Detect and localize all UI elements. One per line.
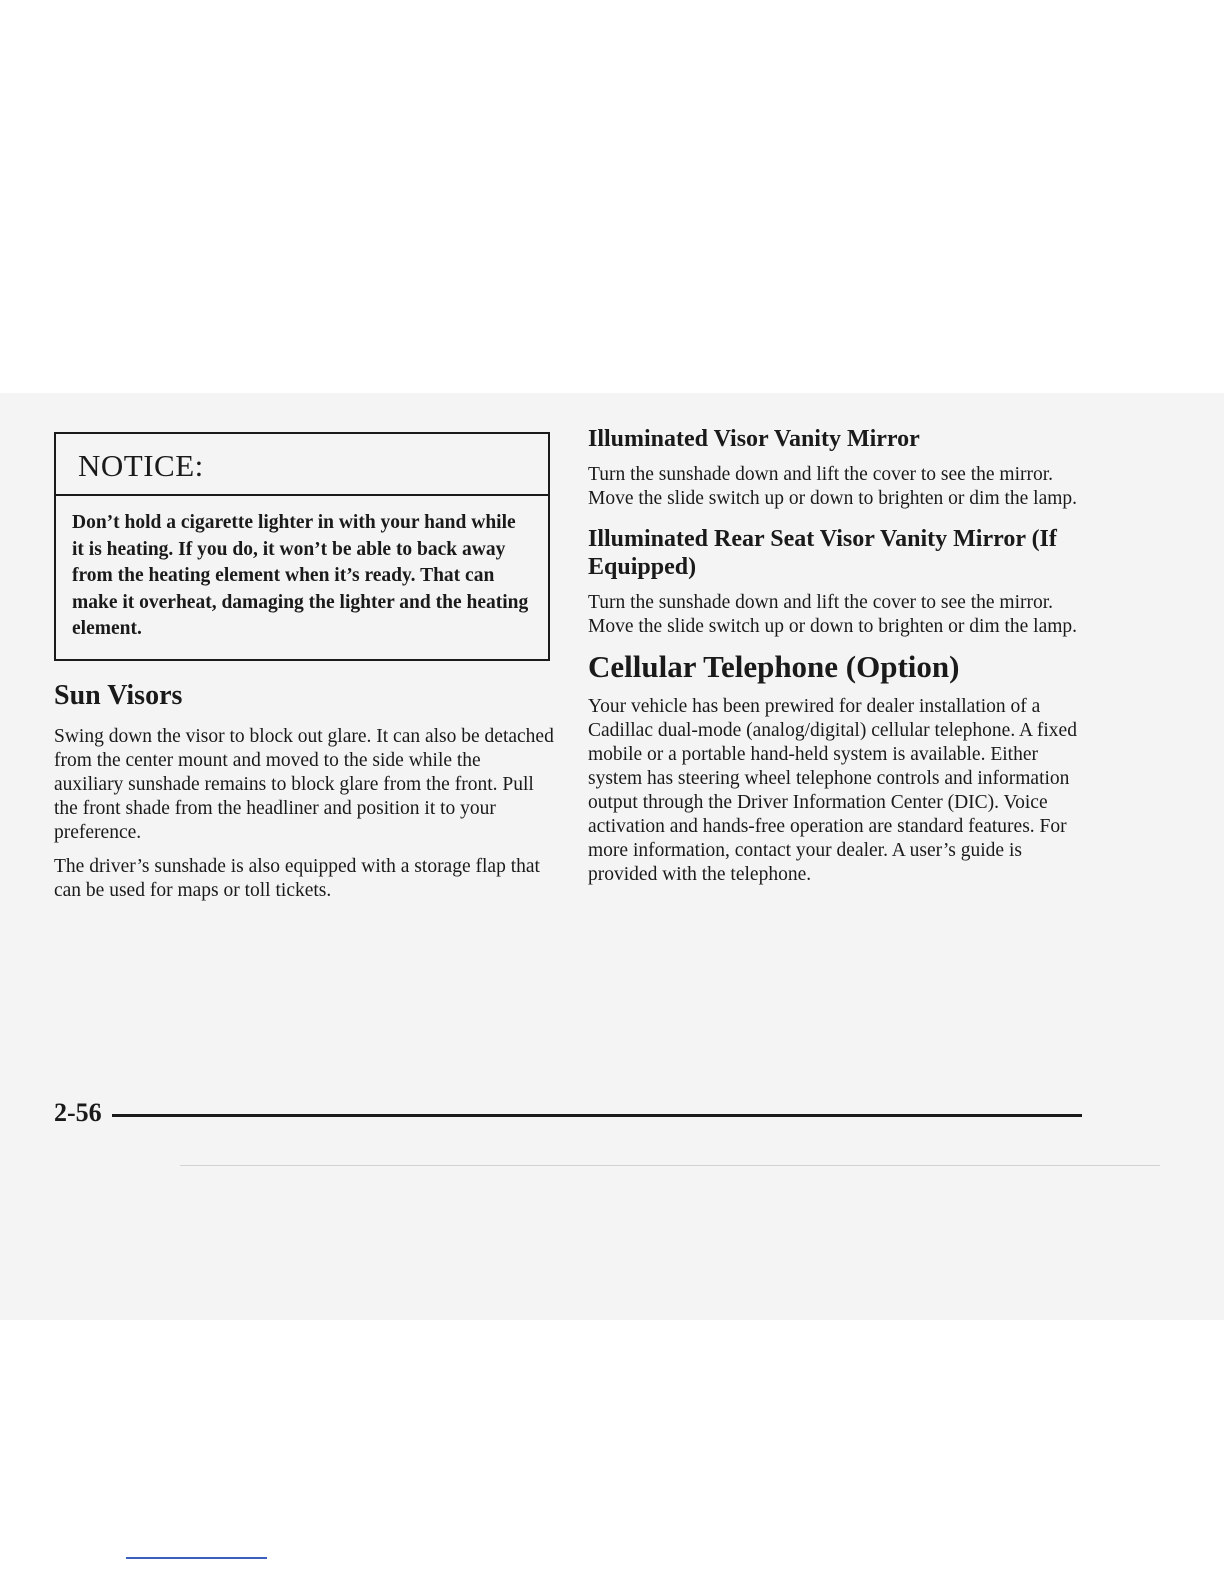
sun-visors-heading: Sun Visors: [54, 679, 183, 711]
cellular-body: Your vehicle has been prewired for dealer installation of a Cadillac dual-mode (analog/digital) cellular telephone. A fixed mobile or a portable hand-held system is available. Either system has steering wheel telephone controls and information output through the Driver Information Center (DIC). Voice activation and hands-free operation are standard features. For more information, contact your dealer. A user’s guide is provided with the telephone.: [588, 696, 1077, 885]
right-column: [588, 425, 1088, 897]
notice-box: [54, 432, 550, 661]
vanity-mirror-body: Turn the sunshade down and lift the cover to see the mirror. Move the slide switch up or down to brighten or dim the lamp.: [588, 464, 1078, 509]
cellular-heading: Cellular Telephone (Option): [588, 649, 960, 684]
scan-artifact-line: [180, 1165, 1160, 1166]
rear-vanity-mirror-body: Turn the sunshade down and lift the cover to see the mirror. Move the slide switch up or down to brighten or dim the lamp.: [588, 592, 1078, 637]
footer-rule: [112, 1114, 1082, 1117]
rear-vanity-mirror-heading: Illuminated Rear Seat Visor Vanity Mirror (If Equipped): [588, 526, 1057, 580]
sun-visors-paragraph-1: Swing down the visor to block out glare. It can also be detached from the center mount and moved to the side while the auxiliary sunshade remains to block glare from the front. Pull the front shade from the headliner and position it to your preference.: [54, 725, 554, 843]
sun-visors-paragraph-2: The driver’s sunshade is also equipped with a storage flap that can be used for maps or toll tickets.: [54, 855, 540, 901]
page-number: 2-56: [54, 1098, 102, 1127]
vanity-mirror-heading: Illuminated Visor Vanity Mirror: [588, 426, 920, 452]
notice-body: Don’t hold a cigarette lighter in with your hand while it is heating. If you do, it won’t be able to back away from the heating element when it’s ready. That can make it overheat, damaging the lighter and the heating element.: [72, 512, 529, 639]
bottom-link-underline: [126, 1557, 267, 1559]
left-column: [54, 432, 554, 913]
notice-title: NOTICE:: [56, 434, 548, 496]
page-footer: [54, 1098, 1082, 1132]
